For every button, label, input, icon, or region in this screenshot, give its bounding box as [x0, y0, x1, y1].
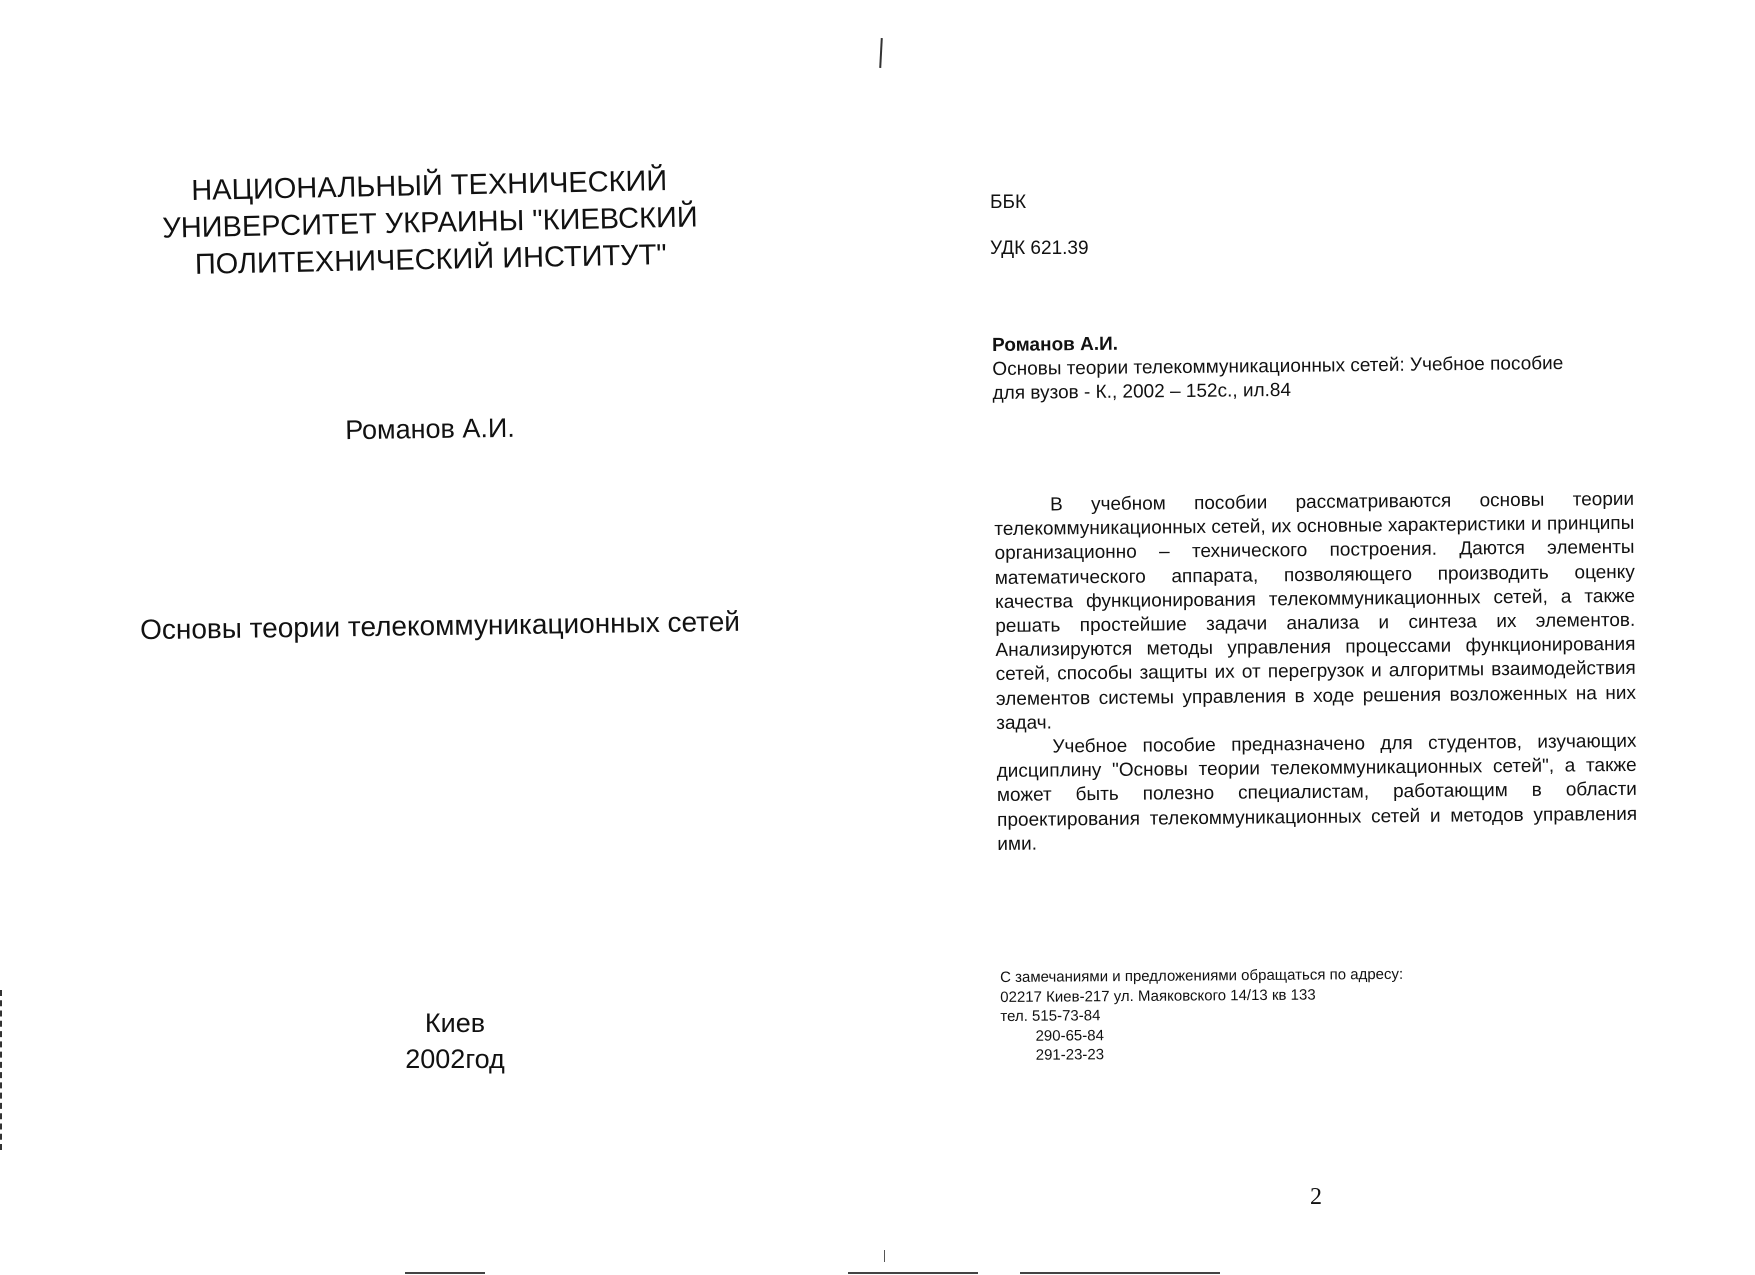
imprint-page [880, 0, 1755, 1275]
udk-code: УДК 621.39 [990, 238, 1089, 259]
abstract [994, 488, 1637, 857]
university-name [139, 162, 721, 285]
abstract-paragraph-2: Учебное пособие предназначено для студентов, изучающих дисциплину "Основы теории телекоммуникационных сетей", а также может быть полезно специалистам, работающим в области проектирования телекоммуникационных сетей и методов управления ими. [996, 730, 1638, 855]
contact-intro: С замечаниями и предложениями обращаться по адресу: [1000, 965, 1404, 986]
university-line-2: УНИВЕРСИТЕТ УКРАИНЫ "КИЕВСКИЙ [162, 201, 698, 245]
biblio-title-line: Основы теории телекоммуникационных сетей: Учебное пособие [992, 353, 1564, 380]
contact-block [1000, 964, 1501, 1065]
biblio-publication-line: для вузов - К., 2002 – 152с., ил.84 [992, 379, 1292, 404]
contact-phone-2: 290-65-84 [1035, 1026, 1104, 1045]
bibliographic-record [992, 327, 1653, 406]
contact-phone-1: тел. 515-73-84 [1000, 1007, 1101, 1025]
bbk-code: ББК [990, 192, 1027, 213]
scan-bottom-rule-right [1020, 1272, 1220, 1274]
biblio-author: Романов А.И. [992, 333, 1119, 356]
contact-phone-3: 291-23-23 [1035, 1046, 1105, 1064]
publication-place [340, 1005, 570, 1077]
abstract-paragraph-1: В учебном пособии рассматриваются основы теории телекоммуникационных сетей, их основные характеристики и принципы организационно – технического построения. Даются элементы математического аппарата, позволяющего производить оценку качества функционирования телекоммуникационных сетей, а также решать простейшие задачи анализа и синтеза их элементов. Анализируются методы управления процессами функционирования сетей, способы защиты их от перегрузок и алгоритмы взаимодействия элементов системы управления в ходе решения возложенных на них задач. [994, 488, 1637, 734]
university-line-1: НАЦИОНАЛЬНЫЙ ТЕХНИЧЕСКИЙ [190, 165, 668, 207]
scan-edge-marks [0, 990, 5, 1150]
page-number: 2 [1310, 1184, 1322, 1210]
contact-address: 02217 Киев-217 ул. Маяковского 14/13 кв 133 [1000, 986, 1316, 1006]
scan-bottom-rule-center [848, 1272, 978, 1274]
year: 2002год [405, 1044, 505, 1074]
book-title: Основы теории телекоммуникационных сетей [139, 605, 741, 646]
scan-bottom-rule-left [405, 1272, 485, 1274]
university-line-3: ПОЛИТЕХНИЧЕСКИЙ ИНСТИТУТ" [194, 239, 667, 281]
author-name: Романов А.И. [344, 412, 515, 446]
city: Киев [424, 1008, 486, 1038]
